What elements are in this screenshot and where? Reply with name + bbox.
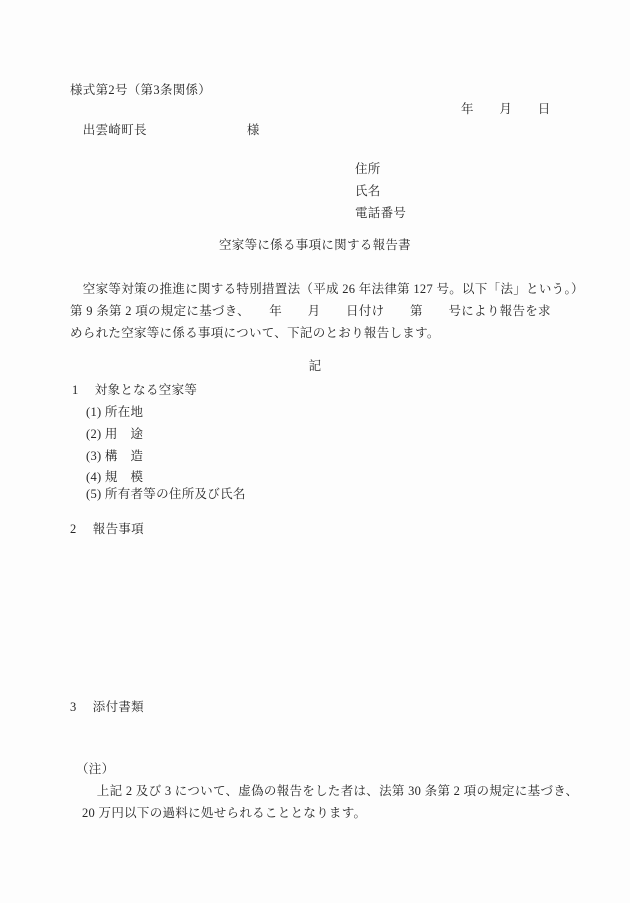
date-line: 年 月 日: [461, 102, 551, 116]
note-line-2: 20 万円以下の過料に処せられることとなります。: [82, 806, 367, 820]
section-1-item-location: (1) 所在地: [86, 405, 144, 419]
section-1-item-owner: (5) 所有者等の住所及び氏名: [86, 487, 246, 501]
form-number-label: 様式第2号（第3条関係）: [70, 83, 212, 97]
section-3-heading: 3 添付書類: [70, 700, 144, 714]
section-1-item-scale: (4) 規 模: [86, 470, 144, 484]
body-paragraph-line-1: 空家等対策の推進に関する特別措置法（平成 26 年法律第 127 号。以下「法」という。）: [70, 282, 584, 296]
document-title: 空家等に係る事項に関する報告書: [218, 238, 411, 252]
sender-phone-label: 電話番号: [355, 206, 407, 220]
addressee-honorific: 様: [246, 123, 260, 137]
record-marker: 記: [308, 359, 322, 373]
body-paragraph-line-3: められた空家等に係る事項について、下記のとおり報告します。: [70, 326, 440, 340]
section-1-item-use: (2) 用 途: [86, 427, 144, 441]
sender-name-label: 氏名: [355, 184, 381, 198]
note-line-1: 上記 2 及び 3 について、虚偽の報告をした者は、法第 30 条第 2 項の規定に基づき、: [84, 784, 579, 798]
section-2-heading: 2 報告事項: [70, 522, 144, 536]
addressee-name: 出雲崎町長: [70, 123, 147, 137]
section-1-item-structure: (3) 構 造: [86, 449, 144, 463]
body-paragraph-line-2: 第 9 条第 2 項の規定に基づき、 年 月 日付け 第 号により報告を求: [70, 304, 551, 318]
sender-address-label: 住所: [355, 162, 381, 176]
note-heading: （注）: [76, 762, 115, 776]
addressee-line: [70, 122, 260, 138]
section-1-heading: 1 対象となる空家等: [72, 383, 198, 397]
